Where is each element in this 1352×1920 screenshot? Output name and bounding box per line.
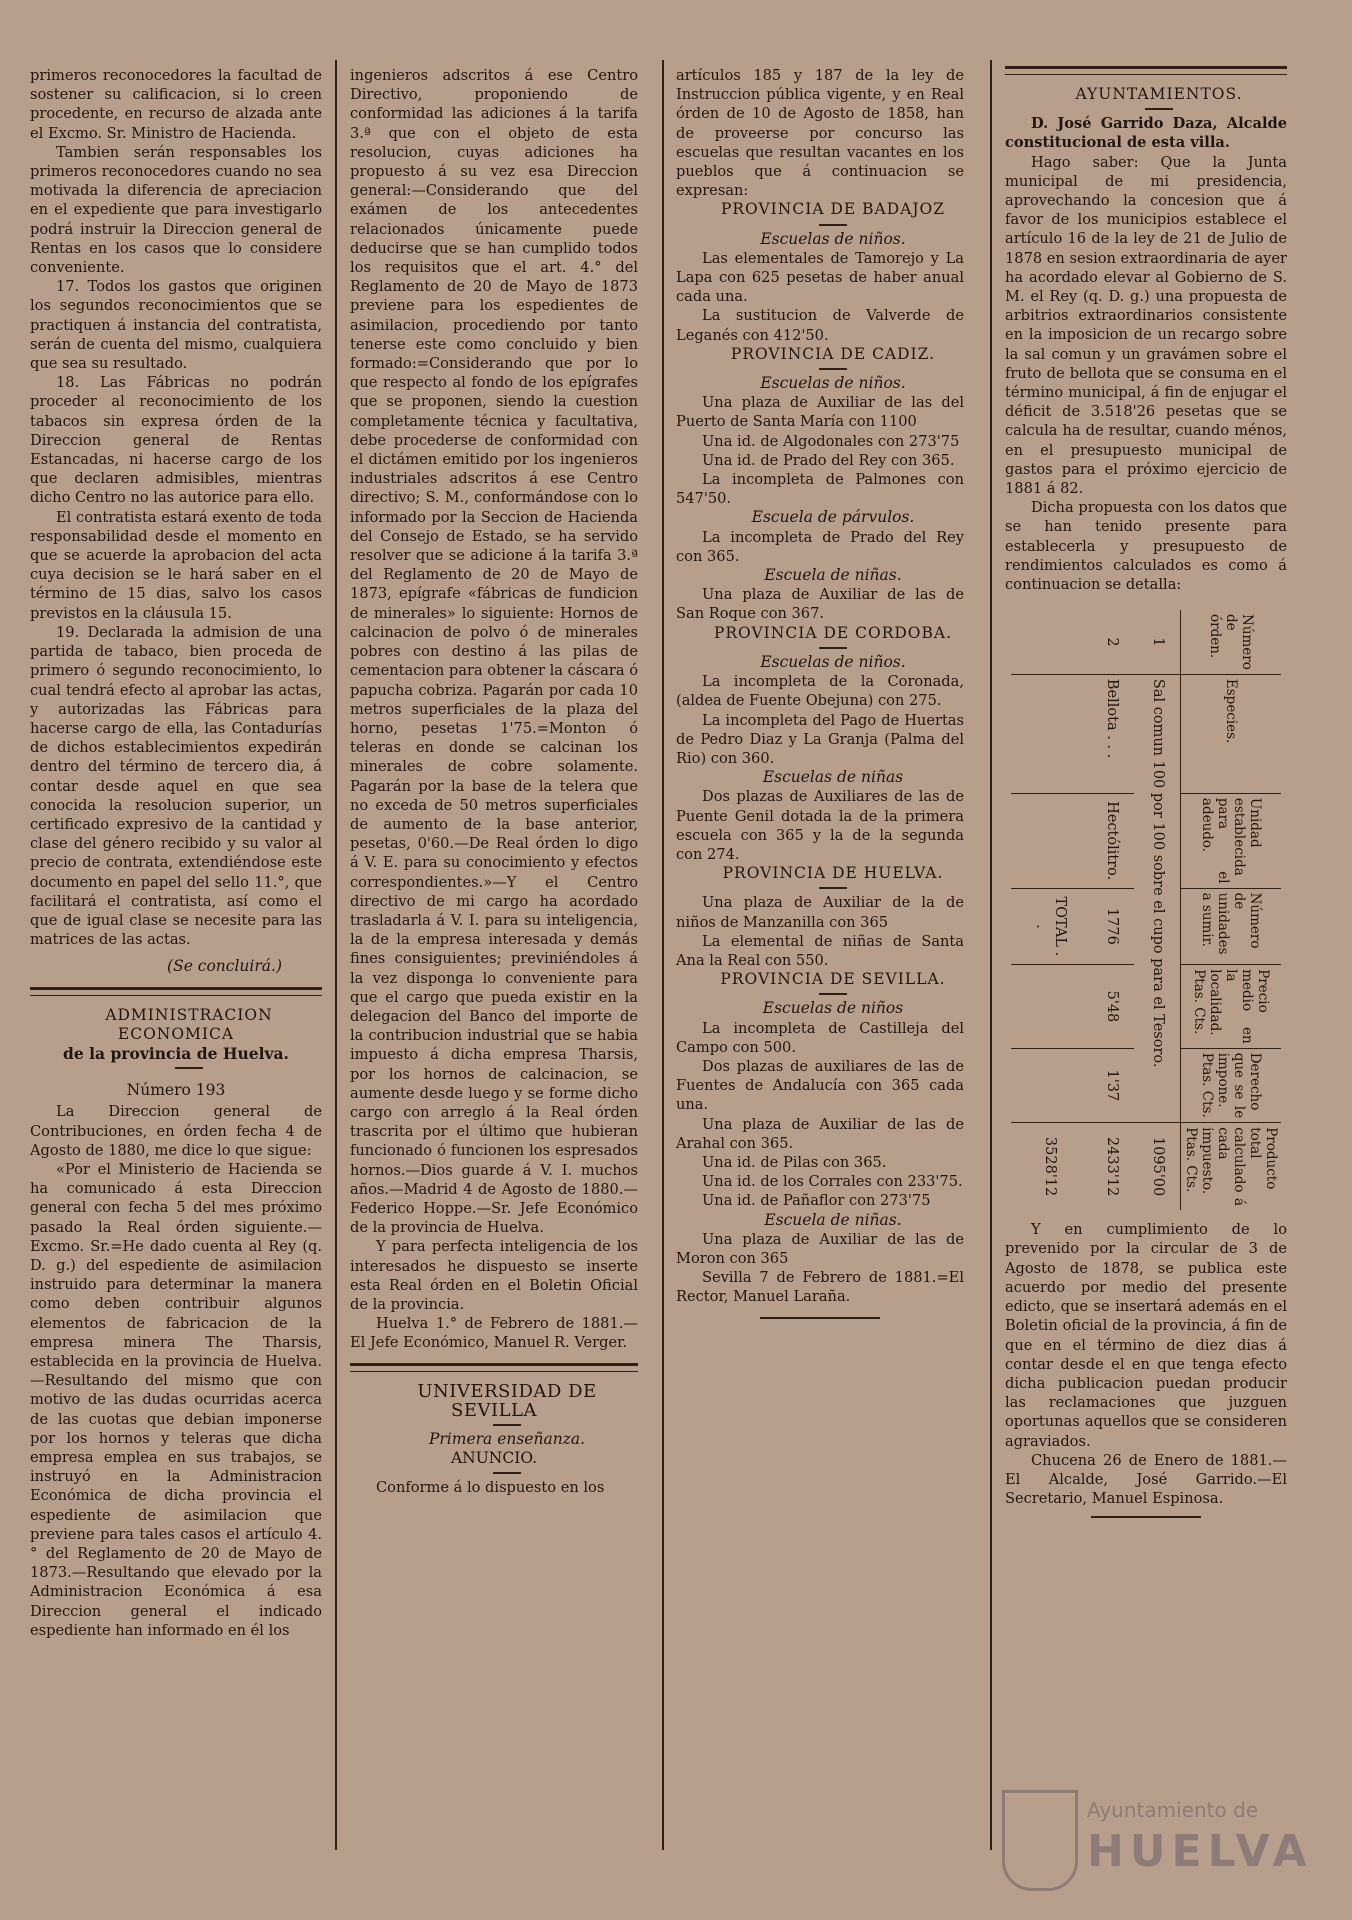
paragraph: Hago saber: Que la Junta municipal de mi presidencia, aprovechando la concesion que á favor de los municipios establece el artículo 16 de la ley de 21 de Julio de 1878 en sesion extraordinaria de ayer ha acordado elevar al Gobierno de S. M. el Rey (q. D. g.) una propuesta de arbitrios extraordinarios consistente en la imposicion de un recargo sobre la sal comun y un gravámen sobre el fruto de bellota que se consuma en el término municipal, á fin de enjugar el déficit de 3.518'26 pesetas que se calcula ha de resultar, cuando ménos, en el presupuesto municipal de gastos para el próximo ejercicio de 1881 á 82. [1005,153,1287,498]
paragraph: Y para perfecta inteligencia de los interesados he dispuesto se inserte esta Real órden en el Boletin Oficial de la provincia. [350,1238,638,1313]
school-heading: Escuela de niñas. [764,1210,902,1229]
signature: Chucena 26 de Enero de 1881.—El Alcalde, José Garrido.—El Secretario, Manuel Espinosa. [1005,1451,1287,1508]
table-cell: Sal comun 100 por 100 sobre el cupo para el Tesoro. [1134,675,1180,1123]
paragraph: Una id. de Prado del Rey con 365. [702,451,955,469]
paragraph: Una plaza de Auxiliar de las de San Roque con 367. [676,586,964,623]
school-heading: Escuelas de niños. [760,229,906,248]
archive-watermark [1002,1790,1322,1890]
table-header: Número de órden. [1181,610,1282,674]
province-heading: PROVINCIA DE HUELVA. [722,864,944,883]
paragraph: Una id. de los Corrales con 233'75. [702,1173,963,1191]
ornament-dash [676,989,964,999]
paragraph: «Por el Ministerio de Hacienda se ha comunicado á esta Direccion general con fecha 5 del mes próximo pasado la Real órden siguiente.—Excmo. Sr.=He dado cuenta al Rey (q. D. g.) del espediente de asimilacion instruido para determinar la manera como deben contribuir algunos elementos de fabricacion de la empresa minera The Tharsis, establecida en la provincia de Huelva.—Resultando del mismo que con motivo de las dudas ocurridas acerca de las cuotas que debian imponerse por los hornos y teleras que dicha empresa emplea en sus trabajos, se instruyó en la Administracion Económica de dicha provincia el espediente de asimilacion que previene para tales casos el artículo 4.° del Reglamento de 20 de Mayo de 1873.—Resultando que elevado por la Administracion Económica á esa Direccion general el indicado espediente han informado en él los [30,1160,322,1639]
paragraph: Dos plazas de Auxiliares de las de Puente Genil dotada la de la primera escuela con 365 y la de la segunda con 274. [676,788,964,863]
section-title: UNIVERSIDAD DE SEVILLA [417,1380,597,1421]
ornament-dash [676,883,964,893]
table-cell: 1095'00 [1134,1123,1180,1210]
paragraph: primeros reconocedores la facultad de sostener su calificacion, si lo creen procedente, en recurso de alzada ante el Excmo. Sr. Ministro de Hacienda. [30,67,322,142]
section-title: AYUNTAMIENTOS. [1075,85,1243,103]
paragraph: La incompleta de Prado del Rey con 365. [676,528,964,565]
announcement-label: ANUNCIO. [450,1449,538,1468]
tax-table [1011,610,1281,1210]
table-cell [1011,965,1089,1048]
ornament-dash [676,364,964,374]
paragraph: Conforme á lo dispuesto en los [376,1479,605,1497]
column-4 [1005,66,1287,1526]
paragraph: 18. Las Fábricas no podrán proceder al reconocimiento de los tabacos sin expresa órden de la Direccion general de Rentas Estancadas, ni hacerse cargo de los que declaren admisibles, mientras dicho Centro no las autorice para ello. [30,374,322,507]
table-header: Número de unidades a sumir. [1181,888,1282,965]
ornament-dash [350,1468,638,1478]
paragraph: La Direccion general de Contribuciones, en órden fecha 4 de Agosto de 1880, me dice lo que sigue: [30,1103,322,1159]
table-cell [1011,794,1089,889]
paragraph: Una plaza de Auxiliar de las del Puerto de Santa María con 1100 [676,394,964,431]
school-heading: Escuelas de niños [762,999,904,1018]
table-header: Especies. [1181,675,1282,794]
table-cell: 1 [1149,637,1166,647]
paragraph: La sustitucion de Valverde de Leganés con 412'50. [676,307,964,344]
paragraph: 19. Declarada la admision de una partida de tabaco, bien proceda de primero ó segundo reconocimiento, lo cual tendrá efecto al aprobar las actas, y autorizadas las Fábricas para hacerse cargo de ella, las Contadurías de dichos establecimientos expedirán dentro del término de tercero dia, á contar desde aquel en que sea conocida la resolucion superior, un certificado expresivo de la cantidad y clase del género recibido y su valor al precio de contrata, extendiéndose este documento en papel del sello 11.°, que facilitará el contratista, así como el que de igual clase se necesite para las matrices de las actas. [30,623,322,949]
coat-of-arms-icon [1002,1790,1078,1891]
ornament-dash [30,1063,322,1073]
notice-number: Número 193 [126,1081,226,1100]
table-cell: 2 [1104,637,1121,647]
paragraph: artículos 185 y 187 de la ley de Instruccion pública vigente, y en Real órden de 10 de Agosto de 1858, han de proveerse por concurso las escuelas que resultan vacantes en los pueblos que á continuacion se expresan: [676,67,964,200]
ornament-dash [676,643,964,653]
paragraph: Y en cumplimiento de lo prevenido por la circular de 3 de Agosto de 1878, se publica este acuerdo por medio del presente edicto, que se insertará además en el Boletin oficial de la provincia, á fin de que en el término de diez dias á contar desde el en que tenga efecto dicha publicacion puedan producir las reclamaciones que juzguen oportunas aquellos que se consideren agraviados. [1005,1221,1287,1450]
table-cell [1011,1048,1089,1123]
school-heading: Escuelas de niños. [760,652,906,671]
school-heading: Escuelas de niñas [762,768,904,787]
tax-table-container [1005,600,1287,1220]
paragraph: La incompleta del Pago de Huertas de Pedro Diaz y La Granja (Palma del Rio) con 360. [676,711,964,767]
signature: Sevilla 7 de Febrero de 1881.=El Rector, Manuel Laraña. [676,1269,964,1306]
province-heading: PROVINCIA DE BADAJOZ [720,200,946,219]
province-heading: PROVINCIA DE CADIZ. [730,344,936,363]
paragraph: Las elementales de Tamorejo y La Lapa con 625 pesetas de haber anual cada una. [676,249,964,306]
paragraph: Una plaza de Auxiliar de las de Arahal con 365. [676,1115,964,1152]
paragraph: Huelva 1.° de Febrero de 1881.—El Jefe Económico, Manuel R. Verger. [350,1315,638,1352]
paragraph: Tambien serán responsables los primeros reconocedores cuando no sea motivada la diferencia de apreciacion en el expediente que para investigarlo podrá instruir la Direccion general de Rentas en los casos que lo considere conveniente. [30,143,322,277]
table-cell [1011,675,1089,794]
section-divider [760,1317,880,1319]
section-divider [1091,1516,1201,1518]
column-rule [335,60,337,1850]
province-heading: PROVINCIA DE SEVILLA. [720,970,946,989]
watermark-line2: HUELVA [1087,1826,1313,1877]
paragraph: Dicha propuesta con los datos que se han tenido presente para establecerla y presupuesto de rendimientos calculados es como á continuacion se detalla: [1005,499,1287,594]
section-title: ADMINISTRACION ECONOMICA [105,1005,273,1043]
table-cell: Hectólitro. [1089,794,1135,889]
table-cell: 2433'12 [1089,1123,1135,1210]
school-heading: Escuela de niñas. [764,566,902,585]
table-row [1011,610,1089,1210]
table-row [1089,610,1135,1210]
column-1 [30,66,322,1640]
table-total-value: 3528'12 [1011,1123,1089,1210]
ornament-dash [1005,104,1287,114]
paragraph: Una id. de Pilas con 365. [702,1153,887,1171]
table-cell [1011,610,1089,674]
paragraph: Una id. de Pañaflor con 273'75 [702,1192,931,1210]
ornament-dash [676,220,964,230]
section-divider [350,1363,638,1372]
ornament-dash [350,1420,638,1430]
paragraph: El contratista estará exento de toda responsabilidad desde el momento en que se acuerde la aprobacion del acta cuya decision se le hará saber en el término de 15 dias, salvo los casos previstos en la cláusula 15. [30,508,322,622]
table-cell: 5'48 [1089,965,1135,1048]
table-total-label: TOTAL . . [1011,888,1089,965]
column-rule [990,60,992,1850]
section-subtitle: de la provincia de Huelva. [63,1043,289,1063]
column-3 [676,66,964,1329]
table-header: Producto total calculado á cada impuesto. Ptas. Cts. [1181,1123,1282,1210]
paragraph: Dos plazas de auxiliares de las de Fuentes de Andalucía con 365 cada una. [676,1057,964,1114]
column-rule [662,60,664,1850]
paragraph: La incompleta de la Coronada, (aldea de Fuente Obejuna) con 275. [676,673,964,710]
section-subtitle: Primera enseñanza. [428,1430,586,1449]
school-heading: Escuelas de niños. [760,374,906,393]
paragraph: Una plaza de Auxiliar de la de niños de Manzanilla con 365 [676,894,964,931]
province-heading: PROVINCIA DE CORDOBA. [713,623,953,642]
table-row [1134,610,1180,1210]
column-2 [350,66,638,1498]
paragraph: La elemental de niñas de Santa Ana la Real con 550. [676,932,964,969]
continuation-note: (Se concluirá.) [167,957,282,976]
table-cell: Bellota . . . [1089,675,1135,794]
paragraph: 17. Todos los gastos que originen los segundos reconocimientos que se practiquen á instancia del contratista, serán de cuenta del mismo, cualquiera que sea su resultado. [30,278,322,373]
paragraph: Una id. de Algodonales con 273'75 [702,432,960,450]
paragraph: D. José Garrido Daza, Alcalde constitucional de esta villa. [1005,115,1287,152]
section-divider [30,987,322,996]
table-cell: 1776 [1089,888,1135,965]
table-header: Derecho que se le impone. Ptas. Cts. [1181,1048,1282,1123]
table-cell: 1'37 [1089,1048,1135,1123]
table-header: Unidad establecida para el adeudo. [1181,794,1282,889]
paragraph: ingenieros adscritos á ese Centro Directivo, proponiendo de conformidad las adiciones á la tarifa 3.ª que con el objeto de esta resolucion, cuyas adiciones ha propuesto á su vez esa Direccion general:—Considerando que del exámen de los antecedentes relacionados únicamente puede deducirse que se han cumplido todos los requisitos que el art. 4.° del Reglamento de 20 de Mayo de 1873 previene para los espedientes de asimilacion, procediendo por tanto tenerse este como concluido y bien formado:=Considerando que por lo que respecto al fondo de los epígrafes que se proponen, siendo la cuestion completamente técnica y facultativa, debe procederse de conformidad con el dictámen emitido por los ingenieros industriales adscritos á ese Centro directivo; S. M., conformándose con lo informado por la Seccion de Hacienda del Consejo de Estado, se ha servido resolver que se adicione á la tarifa 3.ª del Reglamento de 20 de Mayo de 1873, epígrafe «fábricas de fundicion de minerales» lo siguiente: Hornos de calcinacion de polvo ó de minerales pobres con destino á las pilas de cementacion para obtener la cáscara ó papucha cobriza. Pagarán por cada 10 metros superficiales de la plaza del horno, pesetas 1'75.=Monton ó teleras en donde se calcinan los minerales de cobre solamente. Pagarán por la base de la telera que no exceda de 50 metros superficiales de aumento de la base anterior, pesetas, 0'60.—De Real órden lo digo á V. E. para su conocimiento y efectos correspondientes.»—Y el Centro directivo de mi cargo ha acordado trasladarla á V. I. para su inteligencia, la de la empresa interesada y demás fines consiguientes; previniéndoles á la vez disponga lo conveniente para que el cargo que pueda existir en la delegacion del Banco del importe de la contribucion industrial que se habia impuesto á dicha empresa Tharsis, por los hornos de calcinacion, se aumente desde luego y se forme dicho cargo con arreglo á la Real órden trascrita por el último que hubieran funcionado ó funcionen los espresados hornos.—Dios guarde á V. I. muchos años.—Madrid 4 de Agosto de 1880.—Federico Hoppe.—Sr. Jefe Económico de la provincia de Huelva. [350,67,638,1237]
section-divider [1005,66,1287,75]
watermark-line1: Ayuntamiento de [1087,1798,1259,1822]
paragraph: La incompleta de Palmones con 547'50. [676,471,964,508]
paragraph: Una plaza de Auxiliar de las de Moron con 365 [676,1230,964,1267]
paragraph: La incompleta de Castilleja del Campo con 500. [676,1019,964,1056]
school-heading: Escuela de párvulos. [751,508,915,527]
table-header: Precio medio en la localidad. Ptas. Cts. [1181,965,1282,1048]
